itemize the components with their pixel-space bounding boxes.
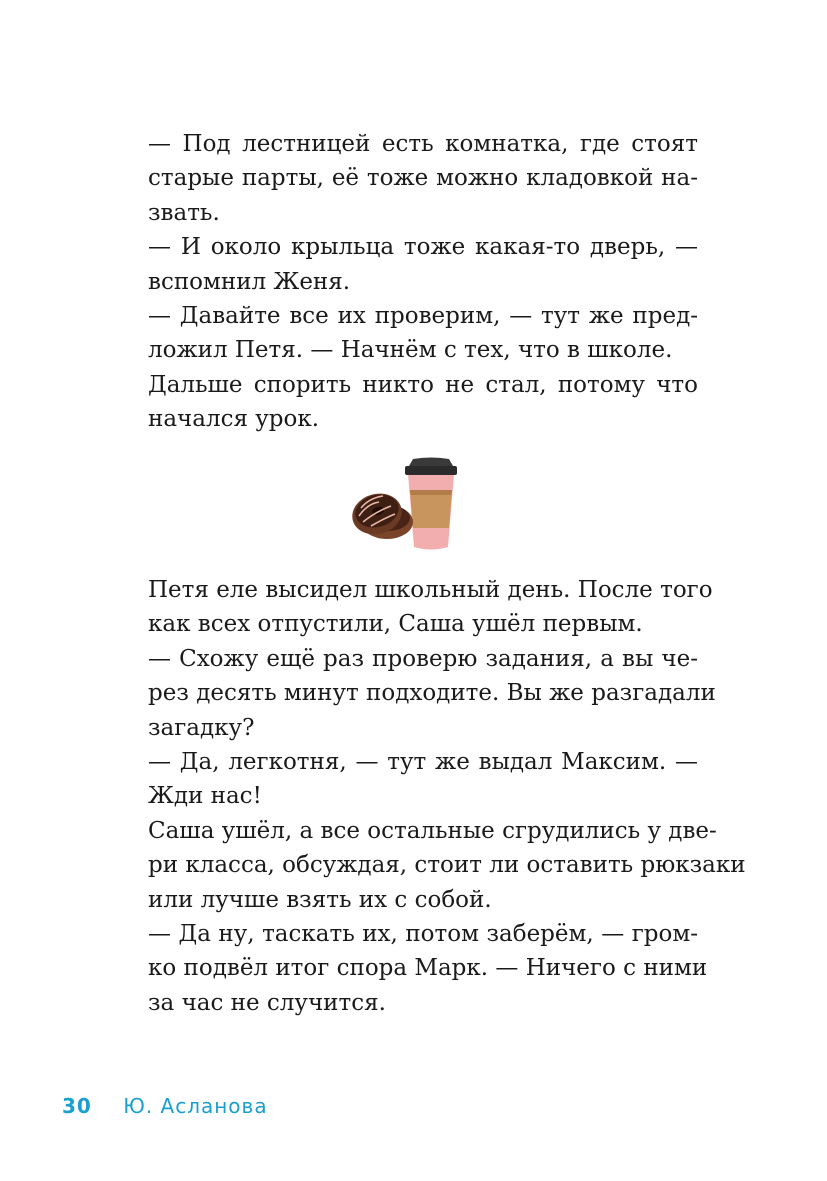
text-line: — Да, легкотня, — тут же выдал Максим. — — [148, 749, 698, 776]
text-line: — Под лестницей есть комнатка, где стоят — [148, 131, 698, 157]
text-line: Жди нас! — [148, 783, 262, 810]
paragraph — [118, 368, 698, 437]
text-line: старые парты, её тоже можно кладовкой на- — [148, 165, 698, 192]
paragraph — [118, 642, 716, 745]
text-line: Петя еле высидел школьный день. После того — [148, 577, 713, 603]
paragraph — [118, 814, 746, 917]
paragraph — [118, 573, 713, 642]
text-line: Саша ушёл, а все остальные сгрудились у две- — [148, 817, 717, 844]
page-footer — [62, 1094, 268, 1118]
text-line: — Схожу ещё раз проверю задания, а вы че- — [148, 645, 698, 672]
paragraph — [118, 745, 698, 814]
page-number: 30 — [62, 1094, 92, 1118]
paragraph — [118, 299, 698, 368]
paragraph — [118, 127, 698, 230]
text-line: загадку? — [148, 714, 255, 741]
text-block-bottom — [118, 573, 746, 1020]
text-line: как всех отпустили, Саша ушёл первым. — [148, 611, 643, 638]
text-line: ри класса, обсуждая, стоит ли оставить рюкзаки — [148, 852, 746, 879]
donut-and-coffee-icon — [345, 452, 470, 557]
text-line: Дальше спорить никто не стал, потому что — [148, 371, 698, 398]
text-line: — Да ну, таскать их, потом заберём, — гром- — [148, 921, 698, 948]
text-line: звать. — [148, 199, 220, 226]
author-name: Ю. Асланова — [123, 1094, 268, 1118]
text-line: ко подвёл итог спора Марк. — Ничего с ними — [148, 955, 708, 982]
text-line: — И около крыльца тоже какая-то дверь, — — [148, 234, 698, 261]
text-line: — Давайте все их проверим, — тут же пред- — [148, 303, 698, 330]
text-line: или лучше взять их с собой. — [148, 886, 492, 913]
paragraph — [118, 917, 708, 1020]
text-line: ложил Петя. — Начнём с тех, что в школе. — [148, 337, 673, 364]
text-line: рез десять минут подходите. Вы же разгадали — [148, 680, 716, 707]
text-block-top — [118, 127, 698, 437]
text-line: начался урок. — [148, 406, 320, 433]
text-line: за час не случится. — [148, 989, 386, 1016]
text-line: вспомнил Женя. — [148, 268, 351, 295]
paragraph — [118, 230, 698, 299]
